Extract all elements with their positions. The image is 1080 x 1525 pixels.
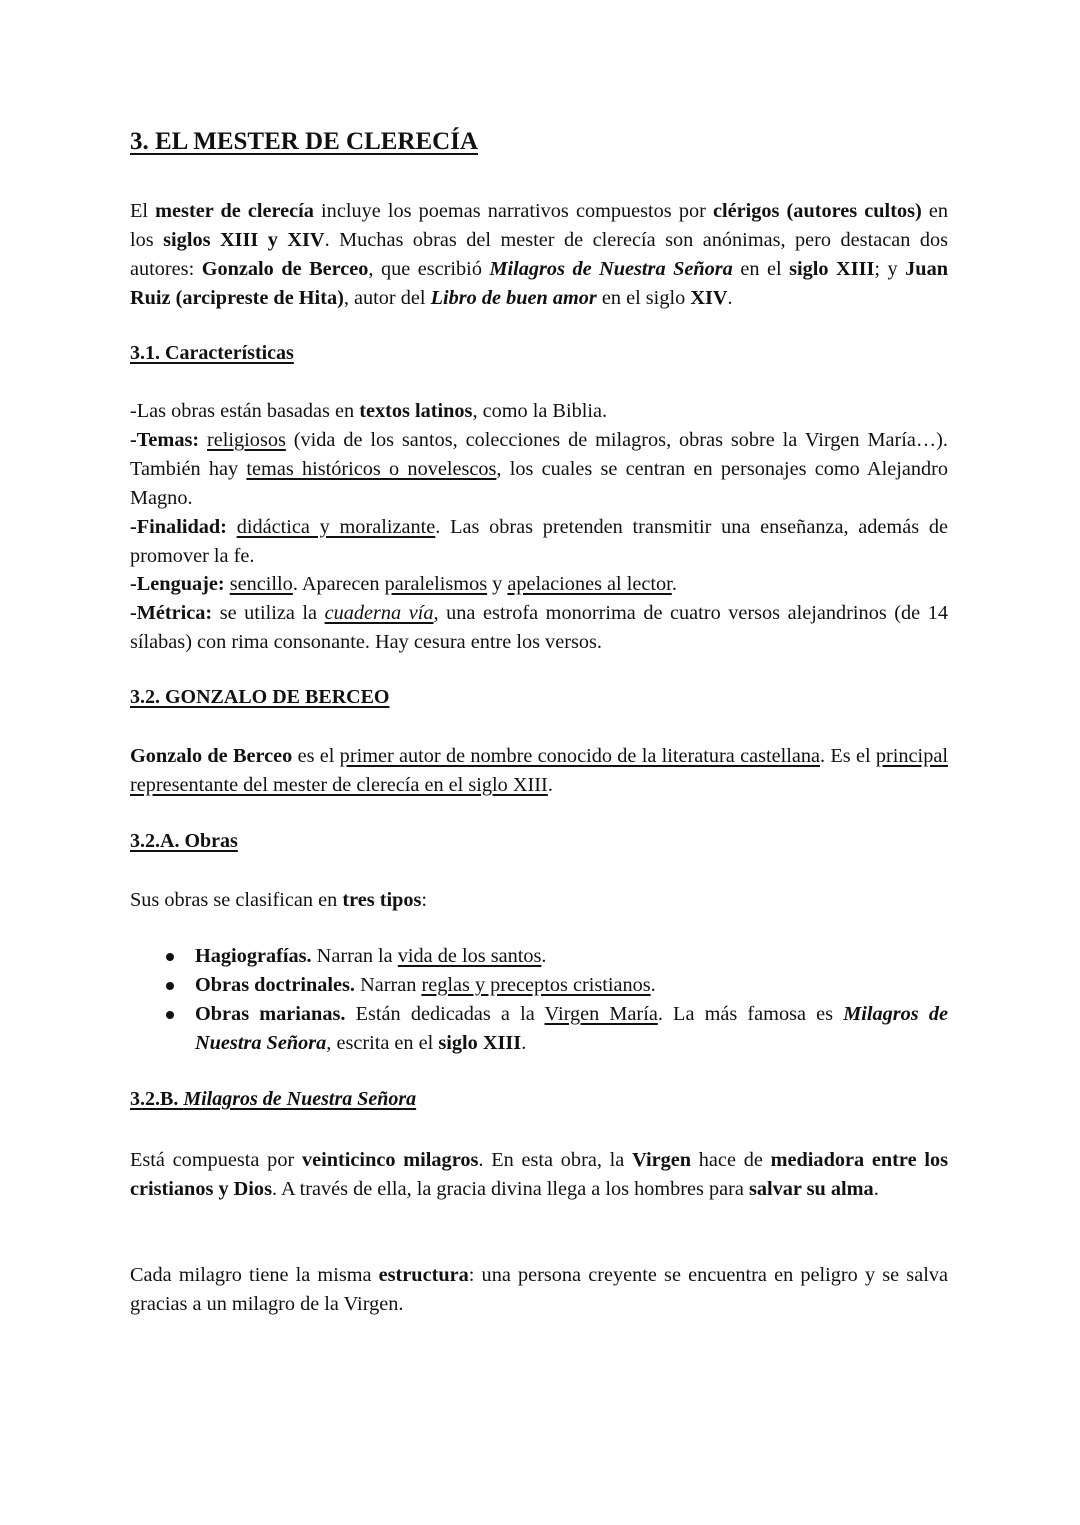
milagros-paragraph-2: Cada milagro tiene la misma estructura: una persona creyente se encuentra en peligro y se salva gracias a un milagro de la Virgen. [130, 1264, 948, 1315]
obras-list [162, 942, 948, 1058]
list-item: Hagiografías. Narran la vida de los santos. [162, 942, 948, 971]
list-item: Obras doctrinales. Narran reglas y preceptos cristianos. [162, 971, 948, 1000]
line-lenguaje: -Lenguaje: sencillo. Aparecen paralelismos y apelaciones al lector. [130, 573, 677, 596]
page-title: 3. EL MESTER DE CLERECÍA [130, 128, 478, 155]
milagros-paragraph-1: Está compuesta por veinticinco milagros. En esta obra, la Virgen hace de mediadora entre los cristianos y Dios. A través de ella, la gracia divina llega a los hombres para salvar su alma. [130, 1149, 949, 1200]
section-heading-berceo: 3.2. GONZALO DE BERCEO [130, 686, 390, 708]
section-heading-milagros: 3.2.B. Milagros de Nuestra Señora [130, 1088, 417, 1110]
berceo-paragraph: Gonzalo de Berceo es el primer autor de nombre conocido de la literatura castellana. Es el principal representante del mester de clerecía en el siglo XIII. [130, 745, 948, 796]
section-heading-caracteristicas: 3.1. Características [130, 342, 294, 364]
line-finalidad: -Finalidad: didáctica y moralizante. Las obras pretenden transmitir una enseñanza, además de promover la fe. [130, 515, 948, 567]
bullet-icon [166, 1011, 174, 1019]
caracteristicas-list [130, 397, 948, 657]
line-temas: -Temas: religiosos (vida de los santos, colecciones de milagros, obras sobre la Virgen María…). También hay temas históricos o novelescos, los cuales se centran en personajes como Alejandro Magno. [130, 428, 949, 509]
line-metrica: -Métrica: se utiliza la cuaderna vía, una estrofa monorrima de cuatro versos alejandrinos (de 14 sílabas) con rima consonante. Hay cesura entre los versos. [130, 602, 949, 654]
bullet-icon [166, 982, 174, 990]
intro-paragraph: El mester de clerecía incluye los poemas narrativos compuestos por clérigos (autores cultos) en los siglos XIII y XIV. Muchas obras del mester de clerecía son anónimas, pero destacan dos autores: Gonzalo de Berceo, que escribió Milagros de Nuestra Señora en el siglo XIII; y Juan Ruiz (arcipreste de Hita), autor del Libro de buen amor en el siglo XIV. [130, 200, 949, 309]
list-item: Obras marianas. Están dedicadas a la Virgen María. La más famosa es Milagros de Nuestra Señora, escrita en el siglo XIII. [162, 1000, 948, 1058]
bullet-icon [166, 953, 174, 961]
line-textos: -Las obras están basadas en textos latinos, como la Biblia. [130, 400, 608, 422]
section-heading-obras: 3.2.A. Obras [130, 830, 238, 852]
obras-intro: Sus obras se clasifican en tres tipos: [130, 889, 428, 911]
